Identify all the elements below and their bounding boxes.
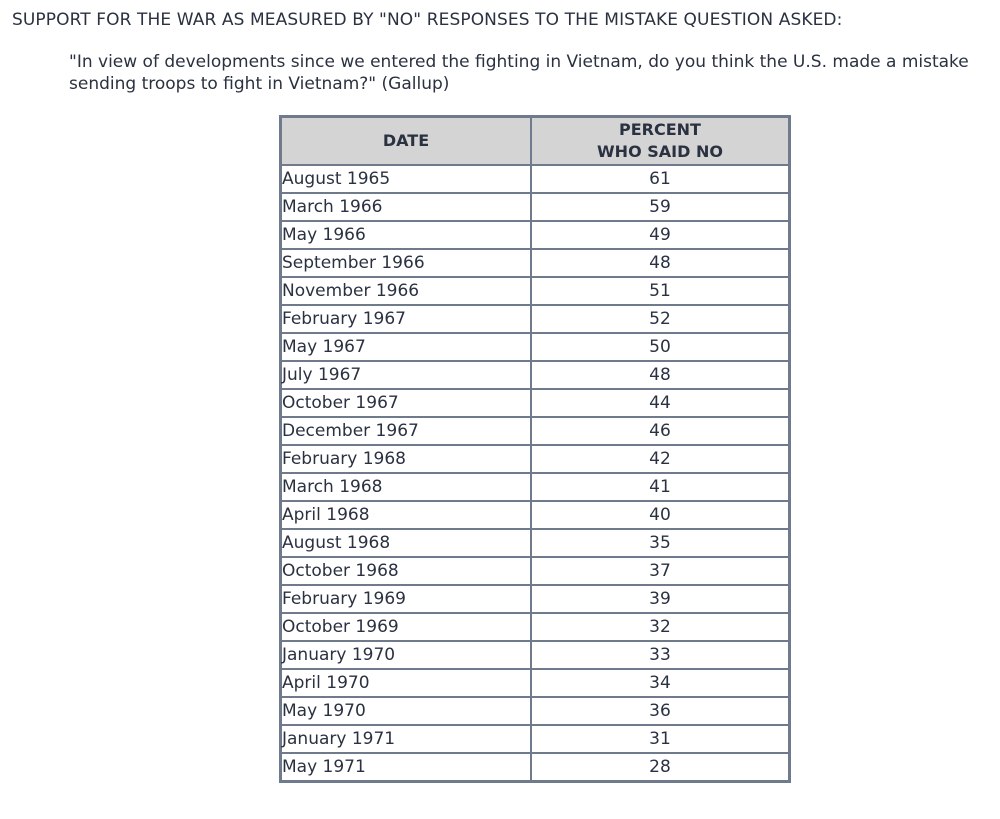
table-row — [281, 389, 789, 417]
date-cell: July 1967 — [281, 361, 531, 389]
percent-cell: 50 — [531, 333, 789, 361]
table-row — [281, 361, 789, 389]
percent-cell: 32 — [531, 613, 789, 641]
table-row — [281, 221, 789, 249]
date-cell: January 1970 — [281, 641, 531, 669]
percent-cell: 28 — [531, 753, 789, 781]
date-cell: September 1966 — [281, 249, 531, 277]
page-heading: SUPPORT FOR THE WAR AS MEASURED BY "NO" RESPONSES TO THE MISTAKE QUESTION ASKED: — [12, 10, 843, 30]
table-row — [281, 697, 789, 725]
percent-cell: 48 — [531, 249, 789, 277]
percent-cell: 40 — [531, 501, 789, 529]
table-body — [281, 165, 789, 781]
percent-cell: 34 — [531, 669, 789, 697]
table-row — [281, 473, 789, 501]
date-cell: April 1970 — [281, 669, 531, 697]
column-header-percent-line2: WHO SAID NO — [597, 142, 723, 161]
date-cell: February 1968 — [281, 445, 531, 473]
table-row — [281, 557, 789, 585]
percent-cell: 42 — [531, 445, 789, 473]
table-row — [281, 641, 789, 669]
column-header-percent-line1: PERCENT — [619, 120, 701, 139]
table-row — [281, 333, 789, 361]
percent-cell: 39 — [531, 585, 789, 613]
date-cell: May 1966 — [281, 221, 531, 249]
table-row — [281, 501, 789, 529]
table-row — [281, 193, 789, 221]
date-cell: October 1967 — [281, 389, 531, 417]
table-row — [281, 725, 789, 753]
date-cell: May 1971 — [281, 753, 531, 781]
percent-cell: 31 — [531, 725, 789, 753]
date-cell: April 1968 — [281, 501, 531, 529]
table-row — [281, 445, 789, 473]
percent-cell: 49 — [531, 221, 789, 249]
poll-results-table — [279, 115, 791, 783]
percent-cell: 36 — [531, 697, 789, 725]
date-cell: December 1967 — [281, 417, 531, 445]
date-cell: February 1969 — [281, 585, 531, 613]
column-header-percent — [531, 117, 789, 165]
date-cell: August 1965 — [281, 165, 531, 193]
table-row — [281, 305, 789, 333]
table-row — [281, 753, 789, 781]
table-row — [281, 585, 789, 613]
column-header-date: DATE — [281, 117, 531, 165]
table-row — [281, 529, 789, 557]
percent-cell: 41 — [531, 473, 789, 501]
date-cell: October 1968 — [281, 557, 531, 585]
date-cell: May 1970 — [281, 697, 531, 725]
table-row — [281, 165, 789, 193]
survey-question: "In view of developments since we entered the fighting in Vietnam, do you think the U.S. made a mistake sending troops to fight in Vietnam?" (Gallup) — [69, 52, 969, 94]
table-row — [281, 249, 789, 277]
table-row — [281, 613, 789, 641]
percent-cell: 46 — [531, 417, 789, 445]
percent-cell: 37 — [531, 557, 789, 585]
percent-cell: 61 — [531, 165, 789, 193]
percent-cell: 52 — [531, 305, 789, 333]
percent-cell: 35 — [531, 529, 789, 557]
date-cell: May 1967 — [281, 333, 531, 361]
date-cell: November 1966 — [281, 277, 531, 305]
date-cell: October 1969 — [281, 613, 531, 641]
percent-cell: 33 — [531, 641, 789, 669]
table-row — [281, 669, 789, 697]
table-row — [281, 277, 789, 305]
date-cell: March 1968 — [281, 473, 531, 501]
table-row — [281, 417, 789, 445]
date-cell: January 1971 — [281, 725, 531, 753]
table-header-row — [281, 117, 789, 165]
date-cell: August 1968 — [281, 529, 531, 557]
percent-cell: 51 — [531, 277, 789, 305]
percent-cell: 44 — [531, 389, 789, 417]
percent-cell: 48 — [531, 361, 789, 389]
date-cell: March 1966 — [281, 193, 531, 221]
date-cell: February 1967 — [281, 305, 531, 333]
percent-cell: 59 — [531, 193, 789, 221]
